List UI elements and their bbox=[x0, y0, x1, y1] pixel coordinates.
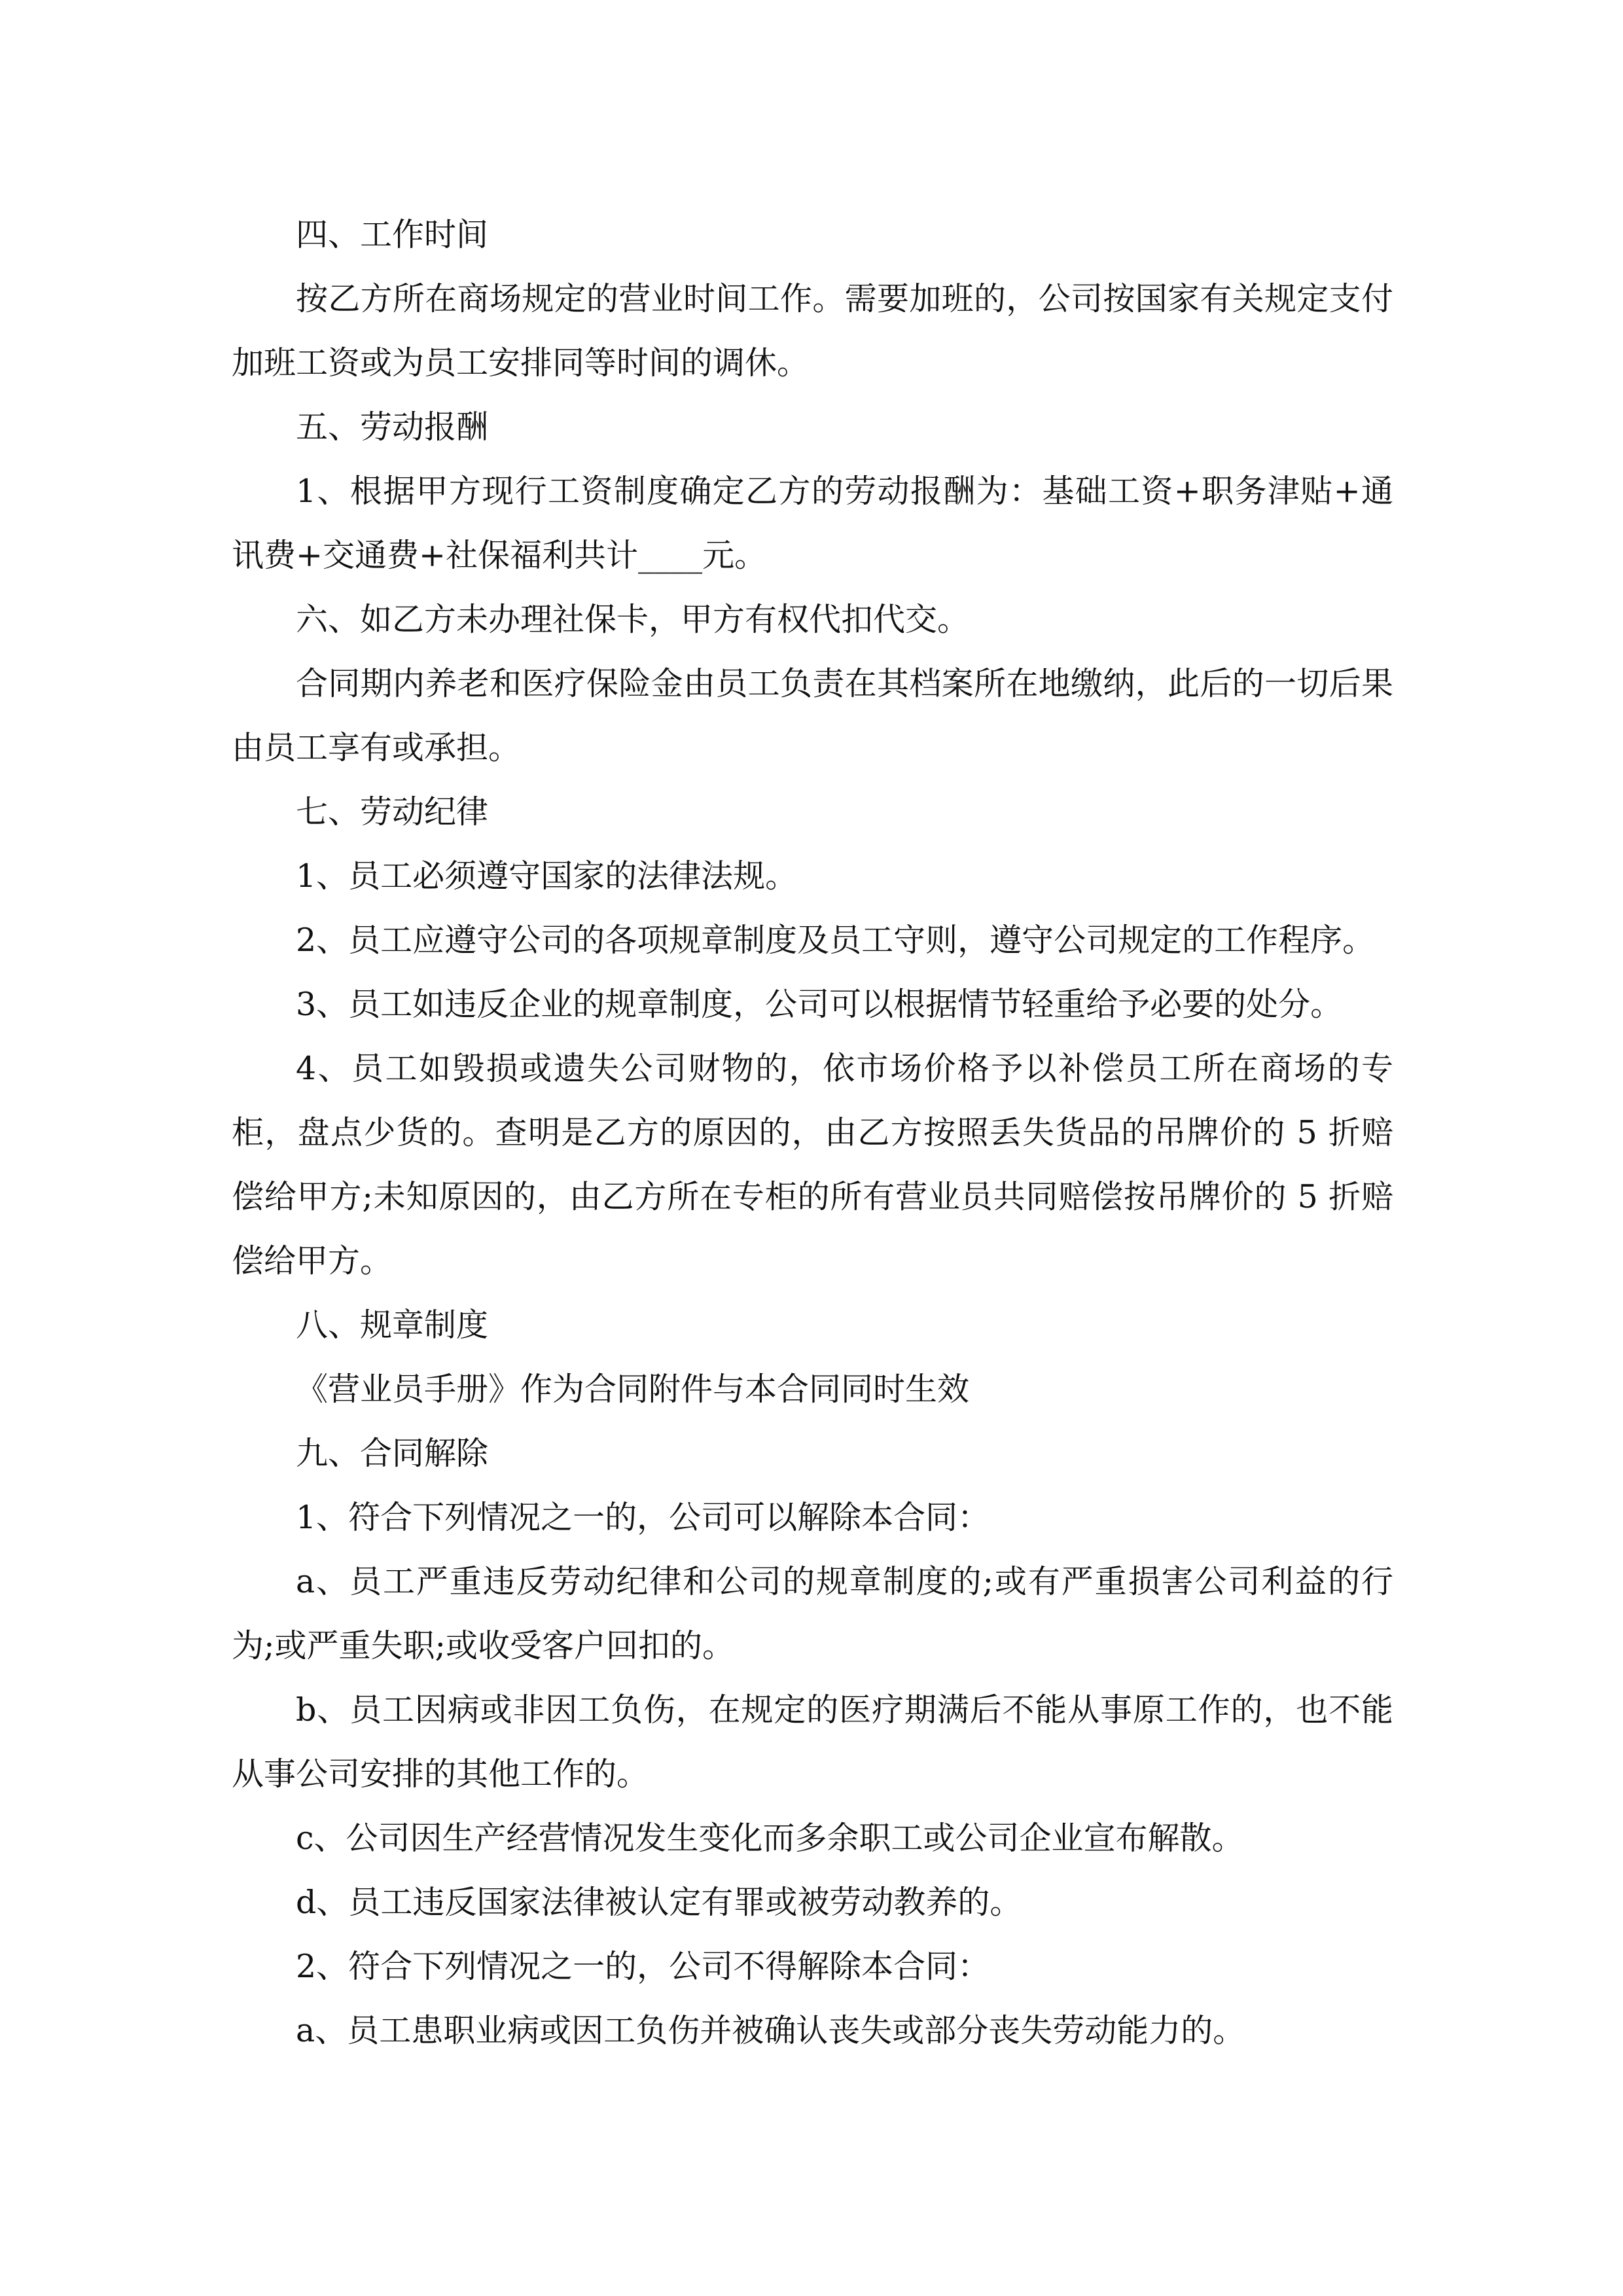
paragraph-work-hours: 按乙方所在商场规定的营业时间工作。需要加班的，公司按国家有关规定支付加班工资或为员工安排同等时间的调休。 bbox=[232, 280, 1393, 382]
section-heading-discipline: 七、劳动纪律 bbox=[296, 793, 489, 831]
paragraph-termination-1c: c、公司因生产经营情况发生变化而多余职工或公司企业宣布解散。 bbox=[296, 1820, 1244, 1857]
paragraph-termination-1a: a、员工严重违反劳动纪律和公司的规章制度的;或有严重损害公司利益的行为;或严重失职;或收受客户回扣的。 bbox=[232, 1563, 1393, 1664]
section-heading-rules: 八、规章制度 bbox=[296, 1306, 489, 1344]
paragraph-rules: 《营业员手册》作为合同附件与本合同同时生效 bbox=[296, 1371, 970, 1408]
contract-body bbox=[232, 203, 1393, 2063]
paragraph-termination-1b: b、员工因病或非因工负伤，在规定的医疗期满后不能从事原工作的，也不能从事公司安排的其他工作的。 bbox=[232, 1691, 1393, 1793]
paragraph-termination-1d: d、员工违反国家法律被认定有罪或被劳动教养的。 bbox=[296, 1884, 1022, 1921]
paragraph-termination-1: 1、符合下列情况之一的，公司可以解除本合同： bbox=[296, 1499, 990, 1536]
section-heading-remuneration: 五、劳动报酬 bbox=[296, 408, 489, 446]
section-heading-social-security: 六、如乙方未办理社保卡，甲方有权代扣代交。 bbox=[296, 601, 970, 638]
paragraph-remuneration-1: 1、根据甲方现行工资制度确定乙方的劳动报酬为：基础工资+职务津贴+通讯费+交通费+社保福利共计____元。 bbox=[232, 473, 1393, 574]
paragraph-discipline-4: 4、员工如毁损或遗失公司财物的，依市场价格予以补偿员工所在商场的专柜，盘点少货的。查明是乙方的原因的，由乙方按照丢失货品的吊牌价的 5 折赔偿给甲方;未知原因的，由乙方所在专柜的所有营业员共同赔偿按吊牌价的 5 折赔偿给甲方。 bbox=[232, 1050, 1393, 1280]
paragraph-discipline-1: 1、员工必须遵守国家的法律法规。 bbox=[296, 857, 798, 895]
paragraph-insurance: 合同期内养老和医疗保险金由员工负责在其档案所在地缴纳，此后的一切后果由员工享有或承担。 bbox=[232, 665, 1393, 766]
paragraph-discipline-3: 3、员工如违反企业的规章制度，公司可以根据情节轻重给予必要的处分。 bbox=[296, 986, 1343, 1023]
paragraph-termination-2a: a、员工患职业病或因工负伤并被确认丧失或部分丧失劳动能力的。 bbox=[296, 2012, 1245, 2049]
paragraph-termination-2: 2、符合下列情况之一的，公司不得解除本合同： bbox=[296, 1948, 990, 1985]
section-heading-termination: 九、合同解除 bbox=[296, 1435, 489, 1472]
paragraph-discipline-2: 2、员工应遵守公司的各项规章制度及员工守则，遵守公司规定的工作程序。 bbox=[296, 922, 1375, 959]
section-heading-work-hours: 四、工作时间 bbox=[296, 216, 489, 253]
